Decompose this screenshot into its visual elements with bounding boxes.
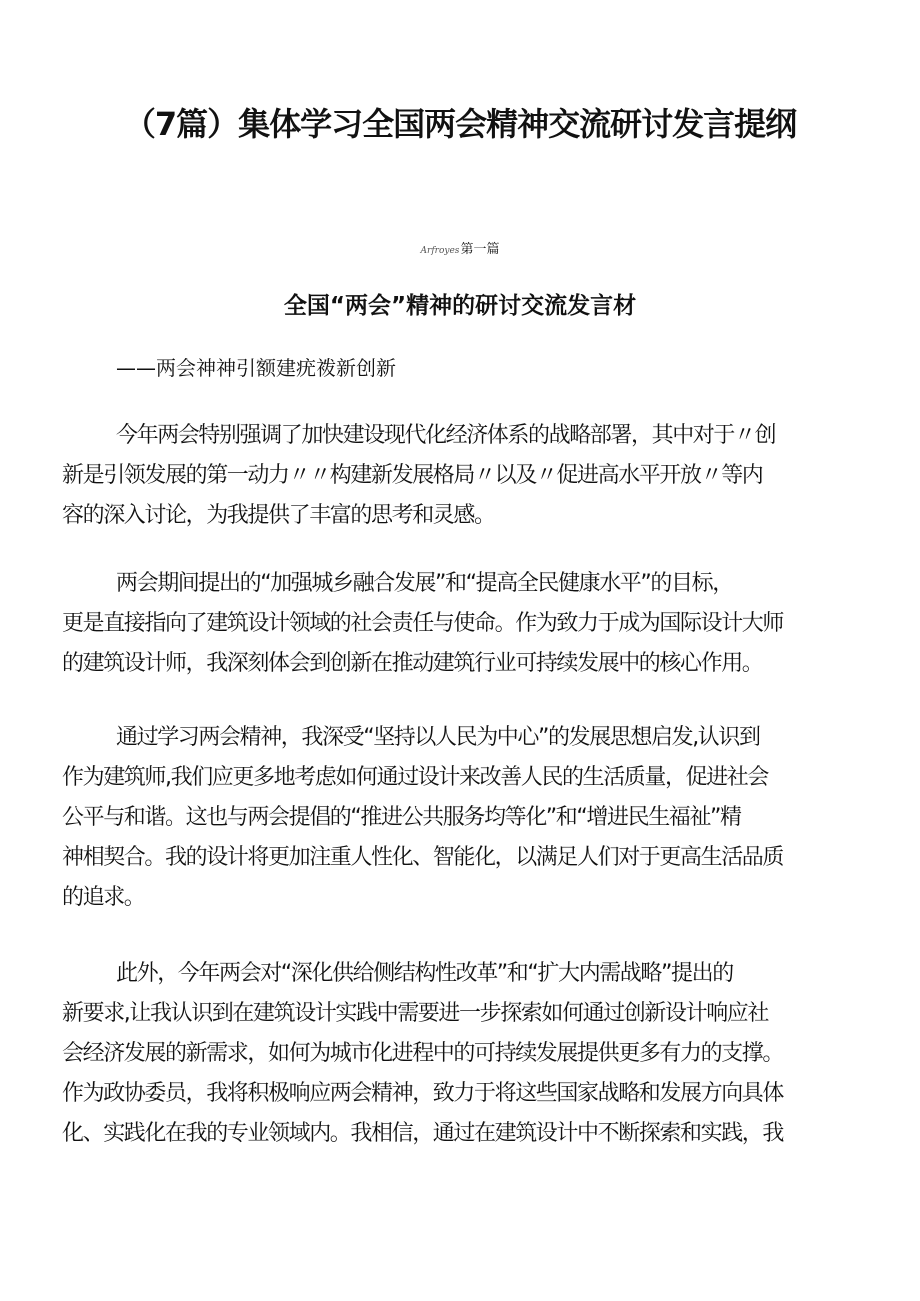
paragraph-line: 新要求,让我认识到在建筑设计实践中需要进一步探索如何通过创新设计响应社	[62, 1001, 768, 1026]
article-title: 全国“两会”精神的研讨交流发言材	[283, 293, 637, 319]
paragraph-line: 新是引领发展的第一动力〃〃构建新发展格局〃以及〃促进高水平开放〃等内	[62, 463, 763, 488]
paragraph-line: 神相契合。我的设计将更加注重人性化、智能化，以满足人们对于更高生活品质	[62, 845, 784, 870]
paragraph-line: 公平与和谐。这也与两会提倡的“推进公共服务均等化”和“增进民生福祉”精	[62, 805, 741, 830]
section-label	[0, 240, 920, 261]
article-subtitle: ——两会神神引额建疣袯新创新	[116, 356, 396, 380]
paragraph-1	[62, 416, 882, 536]
paragraph-line: 的追求。	[62, 885, 145, 910]
paragraph-line: 的建筑设计师，我深刻体会到创新在推动建筑行业可持续发展中的核心作用。	[62, 651, 763, 676]
paragraph-line: 更是直接指向了建筑设计领域的社会责任与使命。作为致力于成为国际设计大师	[62, 611, 784, 636]
paragraph-line: 此外，今年两会对“深化供给侧结构性改革”和“扩大内需战略”提出的	[116, 961, 733, 986]
paragraph-line: 化、实践化在我的专业领域内。我相信，通过在建筑设计中不断探索和实践，我	[62, 1121, 784, 1146]
paragraph-2	[62, 564, 882, 684]
paragraph-line: 两会期间提出的“加强城乡融合发展”和“提高全民健康水平”的目标，	[116, 571, 733, 596]
paragraph-3	[62, 718, 882, 918]
paragraph-line: 容的深入讨论，为我提供了丰富的思考和灵感。	[62, 503, 495, 528]
handwritten-mark: Arfroyes	[420, 246, 460, 256]
paragraph-line: 作为政协委员，我将积极响应两会精神，致力于将这些国家战略和发展方向具体	[62, 1081, 784, 1106]
paragraph-4	[62, 954, 882, 1154]
paragraph-line: 通过学习两会精神，我深受“坚持以人民为中心”的发展思想启发,认识到	[116, 725, 760, 750]
section-number: 第一篇	[460, 242, 500, 257]
paragraph-line: 作为建筑师,我们应更多地考虑如何通过设计来改善人民的生活质量，促进社会	[62, 765, 768, 790]
paragraph-line: 今年两会特别强调了加快建设现代化经济体系的战略部署，其中对于〃创	[116, 423, 776, 448]
paragraph-line: 会经济发展的新需求，如何为城市化进程中的可持续发展提供更多有力的支撑。	[62, 1041, 784, 1066]
document-title: （7篇）集体学习全国两会精神交流研讨发言提纲	[123, 105, 797, 143]
